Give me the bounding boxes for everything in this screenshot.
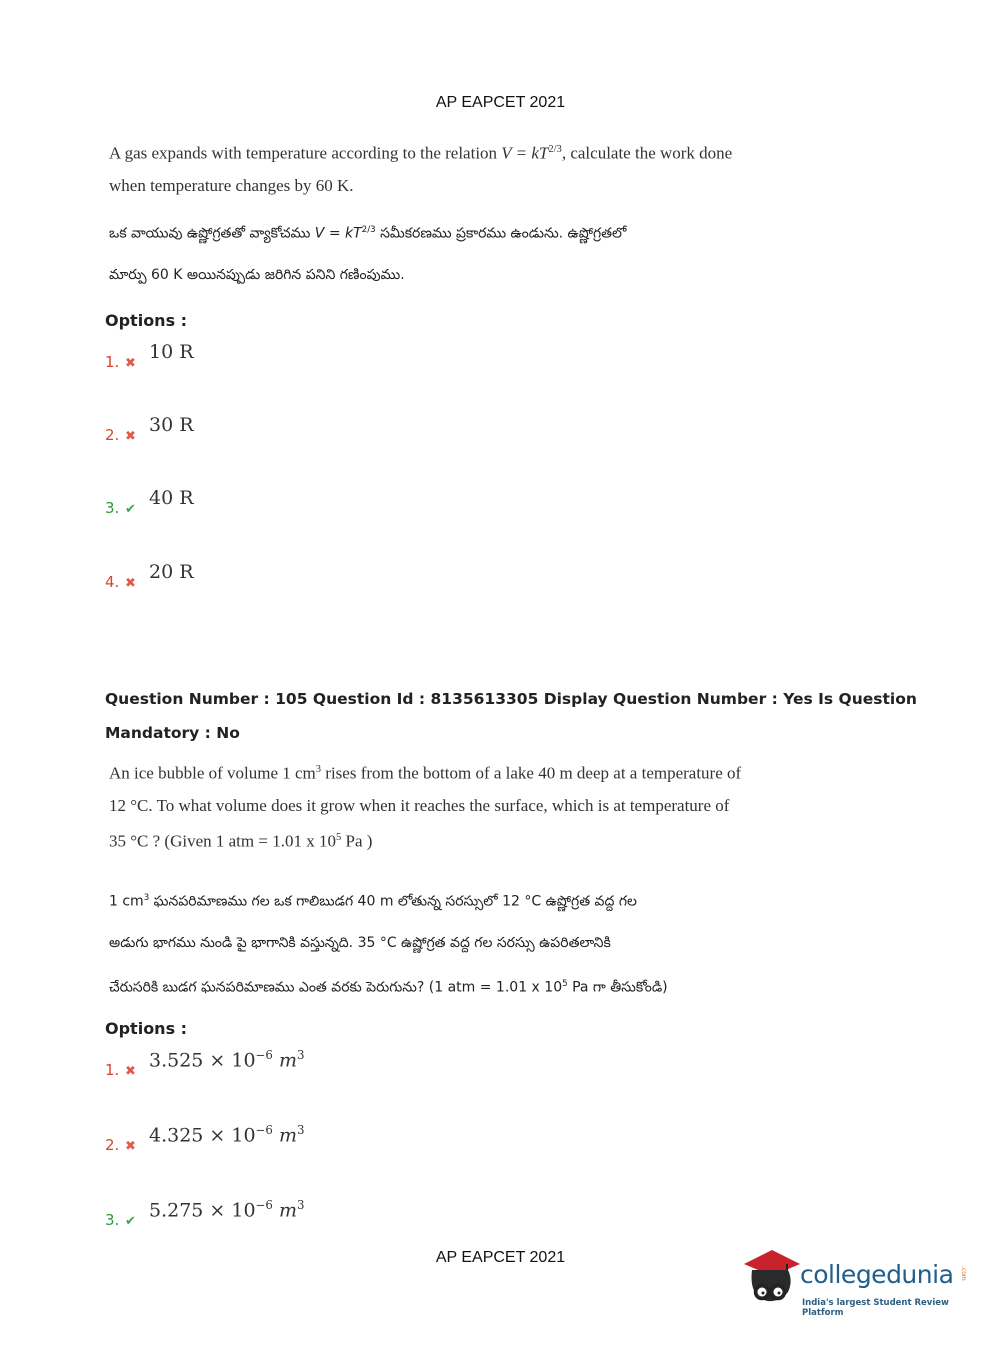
q1-option-4[interactable] xyxy=(105,561,194,591)
option-number: 1. xyxy=(105,1061,120,1079)
wrong-icon: ✖ xyxy=(125,356,136,371)
option-value: $5.275 \times 10^{-6}$ $m^3$ xyxy=(149,1197,305,1221)
q2-option-2[interactable] xyxy=(105,1124,305,1154)
option-value: 30 R xyxy=(149,414,194,436)
page-header: AP EAPCET 2021 xyxy=(435,94,566,111)
option-value: 20 R xyxy=(149,561,194,583)
wrong-icon: ✖ xyxy=(125,429,136,444)
option-number: 1. xyxy=(105,353,120,371)
correct-check-icon: ✔ xyxy=(125,1214,136,1229)
q1-option-2[interactable] xyxy=(105,414,194,444)
q2-option-1[interactable] xyxy=(105,1049,305,1079)
q2-telugu-text: 1 $cm^3$ ఘనపరిమాణము గల ఒక గాలిబుడగ 40 m లోతున్న సరస్సులో 12 °C ఉష్ణోగ్రత వద్ద గల అడుగు భాగము నుండి పై భాగానికి వస్తున్నది. 35 °C ఉష్ణోగ్రత వద్ద గల సరస్సు ఉపరితలానికి చేరుసరికి బుడగ ఘనపరిమాణము ఎంత వరకు పెరుగును? (1 atm = 1.01 x $10^5$ Pa గా తీసుకోండి) xyxy=(109,893,668,996)
wrong-icon: ✖ xyxy=(125,576,136,591)
option-value: $4.325 \times 10^{-6}$ $m^3$ xyxy=(149,1122,305,1146)
option-number: 4. xyxy=(105,573,120,591)
page-footer: AP EAPCET 2021 xyxy=(435,1249,566,1266)
collegedunia-logo[interactable] xyxy=(742,1248,972,1318)
option-value: $3.525 \times 10^{-6}$ $m^3$ xyxy=(149,1047,305,1071)
logo-com: .com xyxy=(960,1266,967,1281)
option-number: 2. xyxy=(105,426,120,444)
correct-check-icon: ✔ xyxy=(125,502,136,517)
q1-option-1[interactable] xyxy=(105,341,194,371)
q1-telugu-text: ఒక వాయువు ఉష్ణోగ్రతతో వ్యాకోచము $V = kT^{2/3}$ సమీకరణము ప్రకారము ఉండును. ఉష్ణోగ్రతలో మార్పు 60 K అయినప్పుడు జరిగిన పనిని గణింపుము. xyxy=(109,225,627,283)
q2-options-title: Options : xyxy=(105,1019,188,1038)
q2-option-3[interactable] xyxy=(105,1199,305,1229)
option-number: 2. xyxy=(105,1136,120,1154)
q1-options-title: Options : xyxy=(105,311,188,330)
q2-english-text: An ice bubble of volume 1 $cm^3$ rises from the bottom of a lake 40 m deep at a temperature of 12 °C. To what volume does it grow when it reaches the surface, which is at temperature of 35 °C ? (Given 1 atm = 1.01 x $10^5$ Pa ) xyxy=(109,763,742,851)
q2-meta: Question Number : 105 Question Id : 8135613305 Display Question Number : Yes Is Question Mandatory : No xyxy=(105,690,917,742)
option-value: 40 R xyxy=(149,487,194,509)
option-number: 3. xyxy=(105,1211,120,1229)
q1-english-text: A gas expands with temperature according to the relation $V = kT^{2/3}$, calculate the work done when temperature changes by 60 K. xyxy=(109,143,733,195)
mascot-icon xyxy=(742,1248,802,1318)
logo-name: collegedunia xyxy=(800,1260,954,1289)
q1-option-3[interactable] xyxy=(105,487,194,517)
wrong-icon: ✖ xyxy=(125,1064,136,1079)
wrong-icon: ✖ xyxy=(125,1139,136,1154)
logo-tagline: India's largest Student Review Platform xyxy=(802,1298,949,1318)
option-value: 10 R xyxy=(149,341,194,363)
option-number: 3. xyxy=(105,499,120,517)
